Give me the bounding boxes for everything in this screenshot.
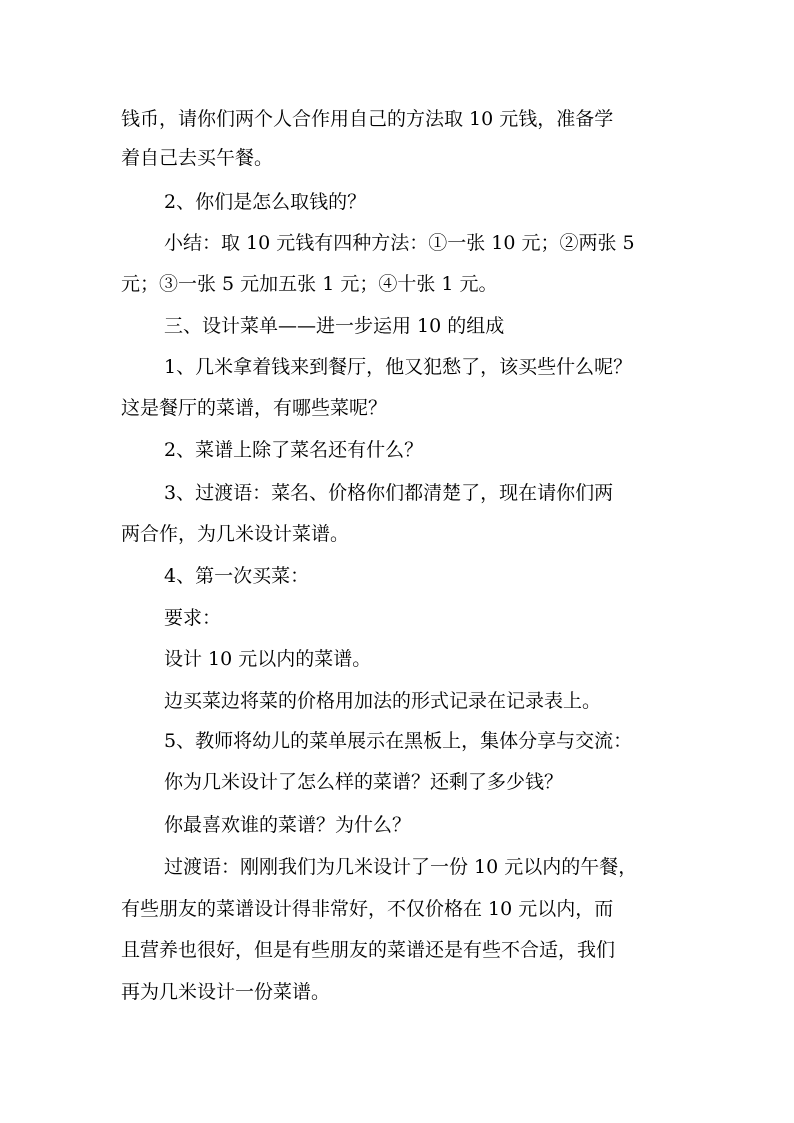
paragraph-line: 有些朋友的菜谱设计得非常好，不仅价格在 10 元以内，而 (121, 898, 614, 920)
paragraph-line: 且营养也很好，但是有些朋友的菜谱还是有些不合适，我们 (121, 939, 616, 961)
paragraph-line: 着自己去买午餐。 (121, 147, 274, 169)
paragraph-line: 4、第一次买菜： (164, 565, 310, 587)
paragraph-line: 过渡语：刚刚我们为几米设计了一份 10 元以内的午餐， (164, 856, 638, 878)
paragraph-line: 元；③一张 5 元加五张 1 元；④十张 1 元。 (121, 273, 498, 295)
paragraph-line: 这是餐厅的菜谱，有哪些菜呢？ (121, 397, 388, 419)
paragraph-line: 两合作，为几米设计菜谱。 (121, 523, 350, 545)
paragraph-line: 边买菜边将菜的价格用加法的形式记录在记录表上。 (164, 690, 602, 712)
paragraph-line: 你为几米设计了怎么样的菜谱？还剩了多少钱？ (164, 771, 564, 793)
paragraph-line: 设计 10 元以内的菜谱。 (164, 648, 372, 670)
paragraph-line: 小结：取 10 元钱有四种方法：①一张 10 元；②两张 5 (164, 232, 635, 254)
paragraph-line: 5、教师将幼儿的菜单展示在黑板上，集体分享与交流： (164, 730, 633, 752)
paragraph-line: 要求： (164, 607, 222, 629)
paragraph-line: 钱币，请你们两个人合作用自己的方法取 10 元钱，准备学 (121, 108, 614, 130)
paragraph-line: 再为几米设计一份菜谱。 (121, 981, 331, 1003)
paragraph-line: 你最喜欢谁的菜谱？为什么？ (164, 814, 412, 836)
paragraph-line: 1、几米拿着钱来到餐厅，他又犯愁了，该买些什么呢？ (164, 356, 633, 378)
paragraph-line: 2、菜谱上除了菜名还有什么？ (164, 439, 424, 461)
paragraph-line: 3、过渡语：菜名、价格你们都清楚了，现在请你们两 (164, 482, 614, 504)
section-heading: 三、设计菜单——进一步运用 10 的组成 (164, 315, 505, 337)
paragraph-line: 2、你们是怎么取钱的？ (164, 191, 367, 213)
